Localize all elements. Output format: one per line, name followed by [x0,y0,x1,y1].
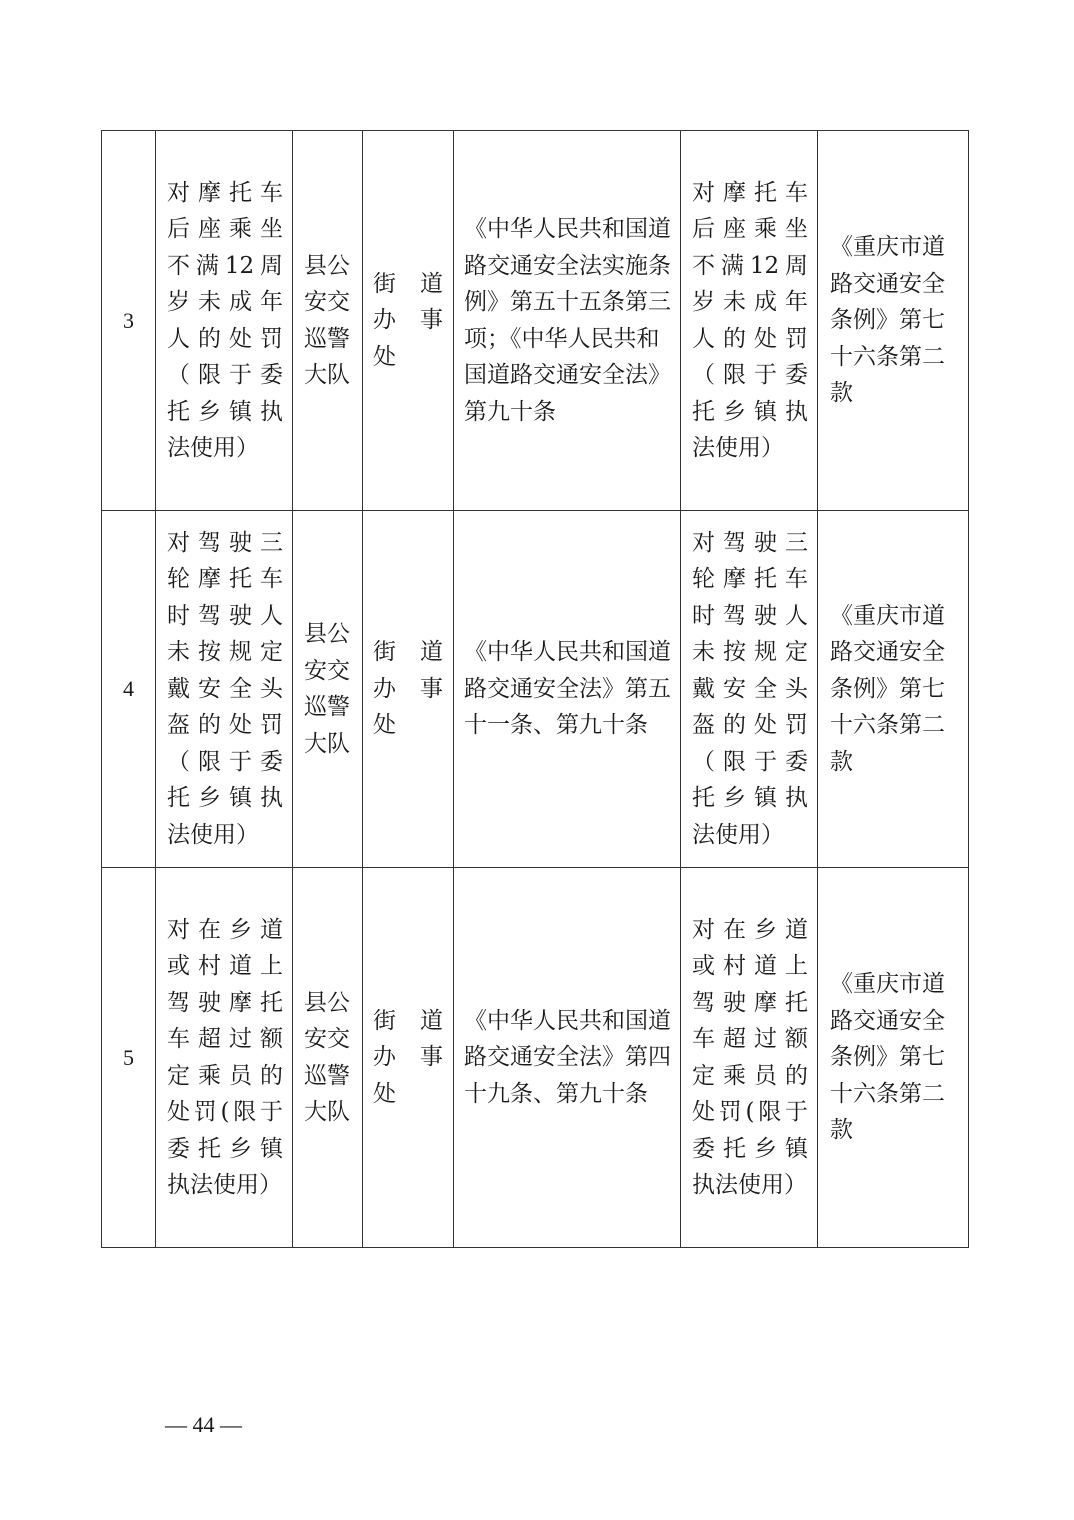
text-line: 托乡镇执 [167,785,283,812]
text-line: （限于委 [692,362,808,388]
law-text: 《中华人民共和国道路交通安全法》第四十九条、第九十条 [464,1007,671,1107]
text-line: （限于委 [692,748,808,775]
item-cell [156,868,293,1248]
row-number-cell [102,868,156,1248]
department-text: 县公安交巡警大队 [304,252,350,388]
organization-text: 街 办 处 道 事 [373,1007,443,1107]
text-line: 执法使用） [692,1172,807,1198]
law-text: 《中华人民共和国道路交通安全法实施条例》第五十五条第三项；《中华人民共和国道路交通安全法》第九十条 [464,216,671,425]
text-line: （限于委 [167,362,283,388]
text-line: 或村道上 [167,953,283,979]
text-line: 驾驶摩托 [167,989,283,1016]
organization-cell [363,511,454,868]
department-text: 县公安交巡警大队 [304,621,350,757]
law-text: 《中华人民共和国道路交通安全法》第五十一条、第九十条 [464,639,671,739]
regulation-text: 《重庆市道路交通安全条例》第七十六条第二款 [830,602,945,775]
text-line: 未按规定 [167,639,283,666]
text-line: 盔的处罚 [692,712,808,739]
regulation-text: 《重庆市道路交通安全条例》第七十六条第二款 [830,234,945,407]
text-line: 车超过额 [692,1026,808,1052]
regulation-cell [818,868,969,1248]
text-line: 托乡镇执 [692,398,808,425]
text-line: 执法使用） [167,1172,282,1198]
department-cell [293,511,363,868]
text-line: 法使用） [692,435,784,461]
text-line: 戴安全头 [167,675,283,702]
text-line: 对在乡道 [167,916,283,943]
text-line: 对摩托车 [692,179,808,206]
item-cell [156,131,293,511]
basis-cell [681,868,818,1248]
item-cell-text [167,912,283,1204]
text-line: 法使用） [167,821,259,848]
text-line: 车超过额 [167,1026,283,1052]
text-line: 定乘员的 [692,1062,808,1089]
text-line: 不满12周 [692,252,808,279]
text-line: 或村道上 [692,953,808,979]
law-cell [454,131,681,511]
authority-table [101,130,969,1248]
basis-cell [681,131,818,511]
regulation-cell [818,131,969,511]
text-line: 时驾驶人 [167,602,283,629]
text-line: 定乘员的 [167,1062,283,1089]
text-line: 人的处罚 [167,325,283,352]
table-row [102,511,969,868]
row-number-cell [102,511,156,868]
text-line: 对在乡道 [692,916,808,943]
law-cell [454,511,681,868]
text-line: 后座乘坐 [167,216,283,242]
row-number: 4 [123,676,134,701]
item-cell-text [167,525,283,854]
text-line: 驾驶摩托 [692,989,808,1016]
text-line: 盔的处罚 [167,712,283,739]
text-line: 对驾驶三 [167,529,283,556]
row-number: 5 [123,1044,134,1070]
department-cell [293,131,363,511]
item-cell [156,511,293,868]
organization-cell [363,868,454,1248]
text-line: 法使用） [692,821,784,848]
text-line: （限于委 [167,748,283,775]
department-text: 县公安交巡警大队 [304,989,350,1125]
basis-cell-text [692,175,808,467]
regulation-text: 《重庆市道路交通安全条例》第七十六条第二款 [830,971,945,1144]
text-line: 后座乘坐 [692,216,808,242]
law-cell [454,868,681,1248]
text-line: 托乡镇执 [167,398,283,425]
text-line: 委托乡镇 [692,1135,808,1162]
item-cell-text [167,175,283,467]
text-line: 委托乡镇 [167,1135,283,1162]
text-line: 人的处罚 [692,325,808,352]
regulation-cell [818,511,969,868]
basis-cell-text [692,525,808,854]
text-line: 对摩托车 [167,179,283,206]
table-row [102,131,969,511]
text-line: 托乡镇执 [692,785,808,812]
organization-text: 街 办 处 道 事 [373,639,443,739]
text-line: 对驾驶三 [692,529,808,556]
department-cell [293,868,363,1248]
text-line: 岁未成年 [692,289,808,315]
text-line: 时驾驶人 [692,602,808,629]
organization-text: 街 办 处 道 事 [373,270,443,370]
basis-cell [681,511,818,868]
basis-cell-text [692,912,808,1204]
text-line: 岁未成年 [167,289,283,315]
text-line: 处罚(限于 [167,1099,283,1125]
row-number: 3 [123,307,134,333]
organization-cell [363,131,454,511]
text-line: 不满12周 [167,252,283,279]
text-line: 戴安全头 [692,675,808,702]
text-line: 轮摩托车 [167,566,283,593]
text-line: 处罚(限于 [692,1099,808,1125]
table-row [102,868,969,1248]
page-number: — 44 — [165,1412,242,1437]
text-line: 法使用） [167,435,259,461]
text-line: 未按规定 [692,639,808,666]
row-number-cell [102,131,156,511]
text-line: 轮摩托车 [692,566,808,593]
